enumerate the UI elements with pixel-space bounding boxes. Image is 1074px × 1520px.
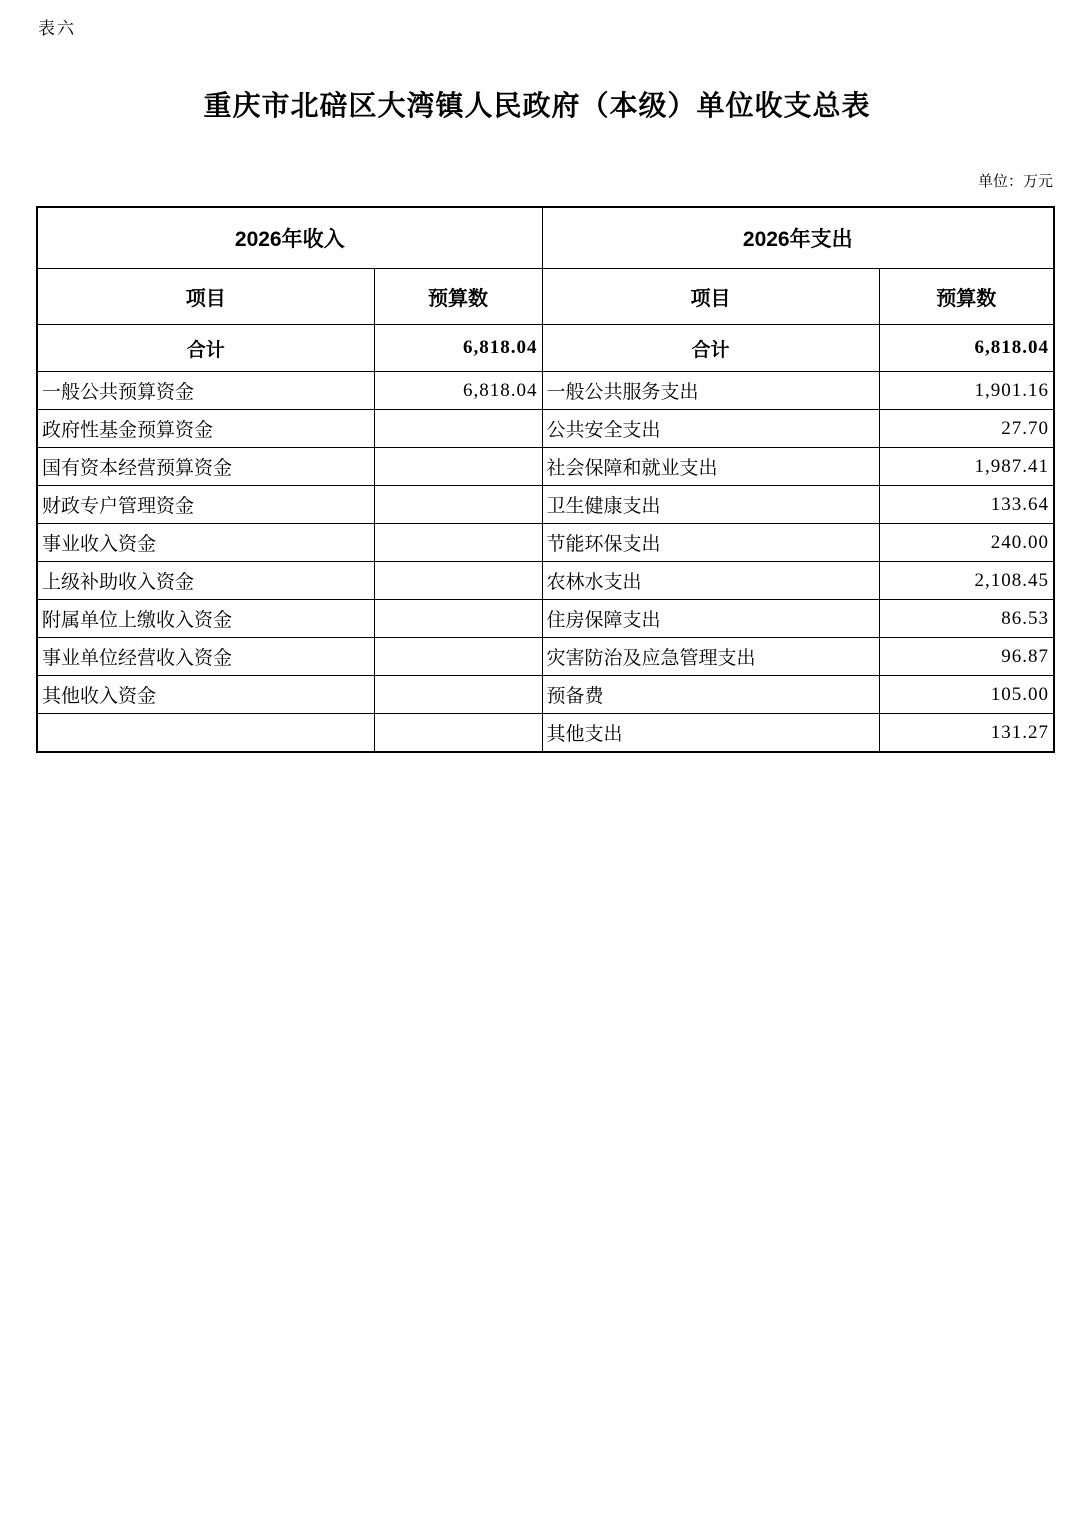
expense-item-cell: 卫生健康支出: [542, 486, 879, 524]
income-budget-cell: [374, 486, 542, 524]
column-header-row: [37, 269, 1054, 325]
income-budget-cell: [374, 638, 542, 676]
expense-item-cell: 其他支出: [542, 714, 879, 753]
expense-budget-cell: 105.00: [879, 676, 1054, 714]
expense-item-cell: 一般公共服务支出: [542, 372, 879, 410]
income-total-value: 6,818.04: [374, 325, 542, 372]
table-row: [37, 676, 1054, 714]
income-budget-cell: [374, 448, 542, 486]
income-budget-cell: [374, 676, 542, 714]
table-row: [37, 524, 1054, 562]
income-item-cell: 财政专户管理资金: [37, 486, 374, 524]
table-row: [37, 486, 1054, 524]
expense-budget-cell: 86.53: [879, 600, 1054, 638]
expense-budget-cell: 133.64: [879, 486, 1054, 524]
expense-item-cell: 住房保障支出: [542, 600, 879, 638]
page-title: 重庆市北碚区大湾镇人民政府（本级）单位收支总表: [203, 91, 871, 122]
table-row: [37, 714, 1054, 753]
income-budget-cell: [374, 562, 542, 600]
table-row: [37, 600, 1054, 638]
income-budget-cell: [374, 714, 542, 753]
income-item-cell: 事业单位经营收入资金: [37, 638, 374, 676]
income-item-cell: 上级补助收入资金: [37, 562, 374, 600]
expense-item-column-header: 项目: [542, 269, 879, 325]
expense-total-label: 合计: [542, 325, 879, 372]
expense-budget-cell: 2,108.45: [879, 562, 1054, 600]
income-item-cell: 国有资本经营预算资金: [37, 448, 374, 486]
budget-summary-table: [36, 206, 1055, 753]
income-section-header: 2026年收入: [37, 207, 542, 269]
table-row: [37, 562, 1054, 600]
expense-item-cell: 节能环保支出: [542, 524, 879, 562]
expense-budget-cell: 240.00: [879, 524, 1054, 562]
expense-item-cell: 灾害防治及应急管理支出: [542, 638, 879, 676]
income-item-cell: 其他收入资金: [37, 676, 374, 714]
income-budget-column-header: 预算数: [374, 269, 542, 325]
income-item-cell: 附属单位上缴收入资金: [37, 600, 374, 638]
income-item-cell: 事业收入资金: [37, 524, 374, 562]
table-row: [37, 448, 1054, 486]
unit-label: 单位：万元: [977, 174, 1053, 190]
income-budget-cell: [374, 524, 542, 562]
expense-item-cell: 预备费: [542, 676, 879, 714]
expense-budget-column-header: 预算数: [879, 269, 1054, 325]
expense-item-cell: 社会保障和就业支出: [542, 448, 879, 486]
income-item-column-header: 项目: [37, 269, 374, 325]
income-total-label: 合计: [37, 325, 374, 372]
income-item-cell: 一般公共预算资金: [37, 372, 374, 410]
table-row: [37, 372, 1054, 410]
section-header-row: [37, 207, 1054, 269]
income-item-cell: 政府性基金预算资金: [37, 410, 374, 448]
expense-section-header: 2026年支出: [542, 207, 1054, 269]
table-row: [37, 638, 1054, 676]
income-budget-cell: [374, 410, 542, 448]
expense-budget-cell: 1,987.41: [879, 448, 1054, 486]
expense-budget-cell: 96.87: [879, 638, 1054, 676]
table-row: [37, 410, 1054, 448]
total-row: [37, 325, 1054, 372]
expense-budget-cell: 131.27: [879, 714, 1054, 753]
expense-budget-cell: 1,901.16: [879, 372, 1054, 410]
income-budget-cell: 6,818.04: [374, 372, 542, 410]
income-budget-cell: [374, 600, 542, 638]
expense-total-value: 6,818.04: [879, 325, 1054, 372]
table-number-label: 表六: [38, 19, 76, 38]
expense-item-cell: 农林水支出: [542, 562, 879, 600]
expense-item-cell: 公共安全支出: [542, 410, 879, 448]
income-item-cell: [37, 714, 374, 753]
expense-budget-cell: 27.70: [879, 410, 1054, 448]
